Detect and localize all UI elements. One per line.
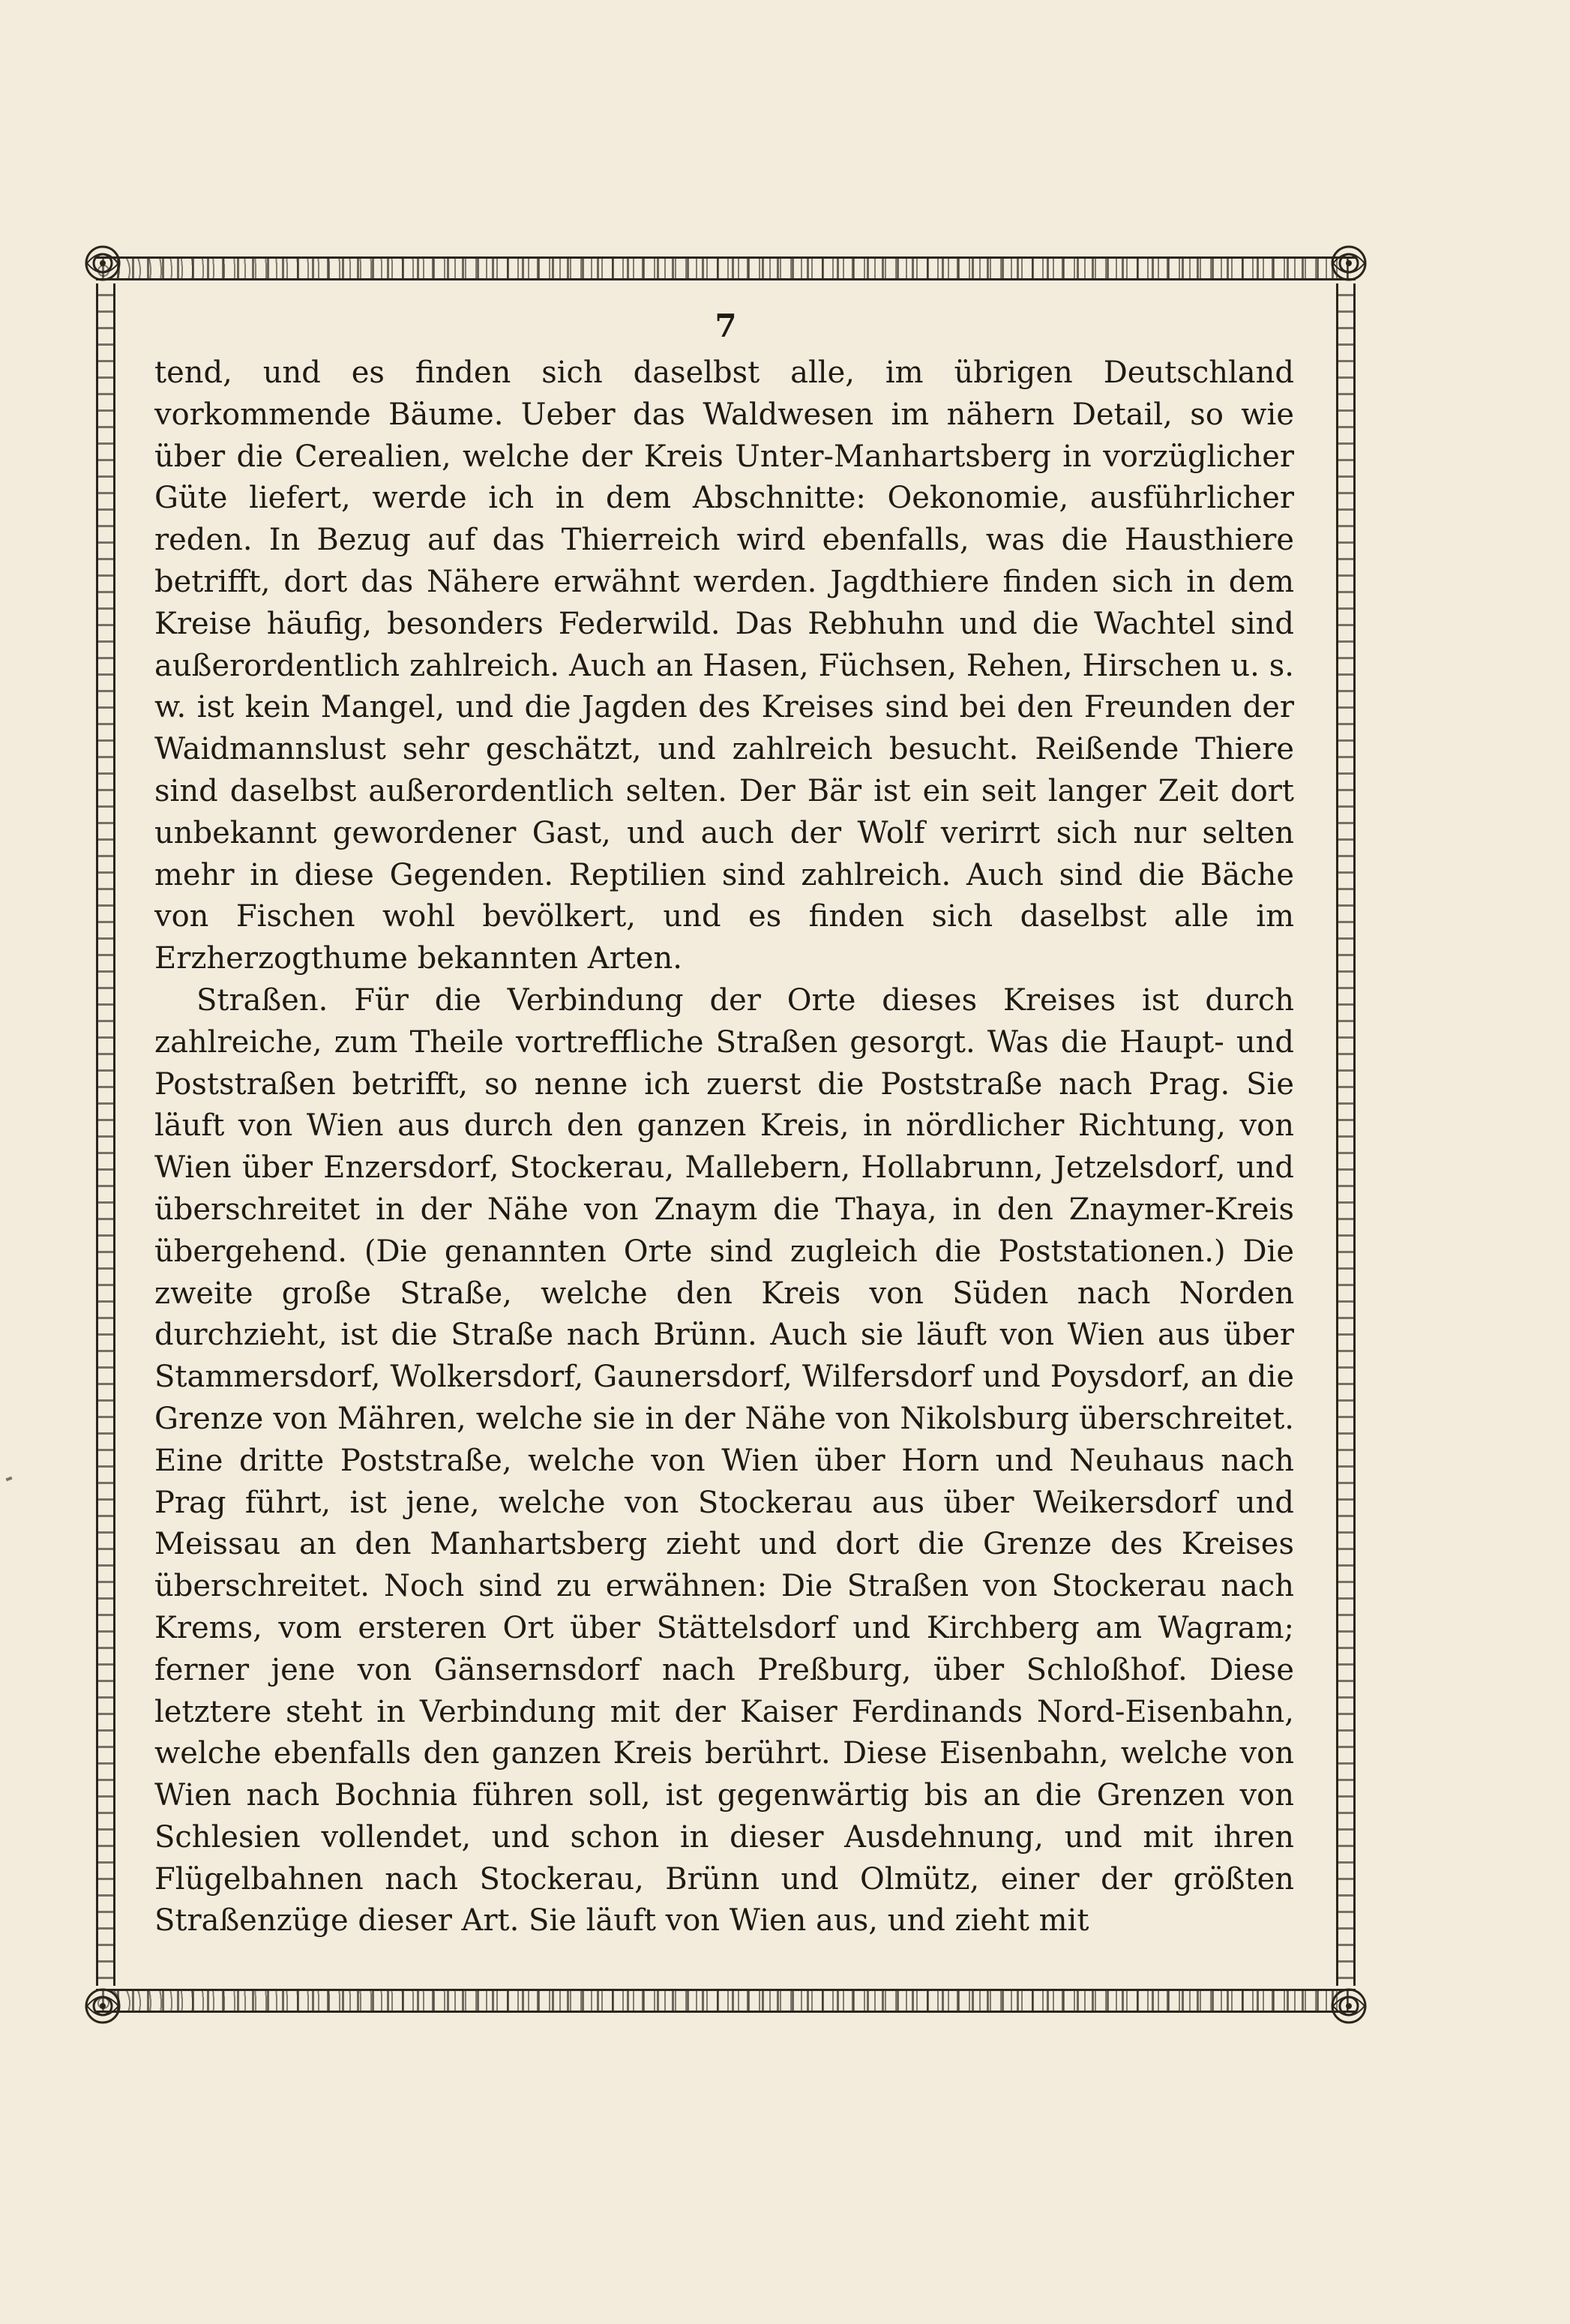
decorative-border-bottom-icon (96, 1989, 1356, 2013)
decorative-border-right-icon (1336, 283, 1356, 1986)
decorative-border-top-icon (96, 256, 1356, 280)
stray-ink-mark (6, 1477, 13, 1481)
page-frame (81, 241, 1371, 2028)
ornamental-corner-icon (1327, 1984, 1371, 2028)
paragraph-fauna: tend, und es finden sich daselbst alle, im übrigen Deutschland vorkommende Bäume. Ueber das Waldwesen im nähern Detail, so wie über die Cerealien, welche der Kreis Unter-Manhartsberg in vorzüglicher Güte liefert, werde ich in dem Abschnitte: Oekonomie, ausführlicher reden. In Bezug auf das Thierreich wird ebenfalls, was die Hausthiere betrifft, dort das Nähere erwähnt werden. Jagdthiere finden sich in dem Kreise häufig, besonders Federwild. Das Rebhuhn und die Wachtel sind außerordentlich zahlreich. Auch an Hasen, Füchsen, Rehen, Hirschen u. s. w. ist kein Mangel, und die Jagden des Kreises sind bei den Freunden der Waidmannslust sehr geschätzt, und zahlreich besucht. Reißende Thiere sind daselbst außerordentlich selten. Der Bär ist ein seit langer Zeit dort unbekannt gewordener Gast, und auch der Wolf verirrt sich nur selten mehr in diese Gegenden. Reptilien sind zahlreich. Auch sind die Bäche von Fischen wohl bevölkert, und es finden sich daselbst alle im Erzherzogthume bekannten Arten. (154, 355, 1294, 976)
page-number: 7 (715, 307, 737, 344)
decorative-border-left-icon (96, 283, 115, 1986)
ornamental-corner-icon (81, 241, 124, 285)
ornamental-corner-icon (1327, 241, 1371, 285)
body-text (154, 352, 1294, 1942)
ornamental-corner-icon (81, 1984, 124, 2028)
paragraph-roads: Straßen. Für die Verbindung der Orte dieses Kreises ist durch zahlreiche, zum Theile vortreffliche Straßen gesorgt. Was die Haupt- und Poststraßen betrifft, so nenne ich zuerst die Poststraße nach Prag. Sie läuft von Wien aus durch den ganzen Kreis, in nördlicher Richtung, von Wien über Enzersdorf, Stockerau, Mallebern, Hollabrunn, Jetzelsdorf, und überschreitet in der Nähe von Znaym die Thaya, in den Znaymer-Kreis übergehend. (Die genannten Orte sind zugleich die Poststationen.) Die zweite große Straße, welche den Kreis von Süden nach Norden durchzieht, ist die Straße nach Brünn. Auch sie läuft von Wien aus über Stammersdorf, Wolkersdorf, Gaunersdorf, Wilfersdorf und Poysdorf, an die Grenze von Mähren, welche sie in der Nähe von Nikolsburg überschreitet. Eine dritte Poststraße, welche von Wien über Horn und Neuhaus nach Prag führt, ist jene, welche von Stockerau aus über Weikersdorf und Meissau an den Manhartsberg zieht und dort die Grenze des Kreises überschreitet. Noch sind zu erwähnen: Die Straßen von Stockerau nach Krems, vom ersteren Ort über Stättelsdorf und Kirchberg am Wagram; ferner jene von Gänsernsdorf nach Preßburg, über Schloßhof. Diese letztere steht in Verbindung mit der Kaiser Ferdinands Nord-Eisenbahn, welche ebenfalls den ganzen Kreis berührt. Diese Eisenbahn, welche von Wien nach Bochnia führen soll, ist gegenwärtig bis an die Grenzen von Schlesien vollendet, und schon in dieser Ausdehnung, und mit ihren Flügelbahnen nach Stockerau, Brünn und Olmütz, einer der größten Straßenzüge dieser Art. Sie läuft von Wien aus, und zieht mit (154, 982, 1294, 1939)
